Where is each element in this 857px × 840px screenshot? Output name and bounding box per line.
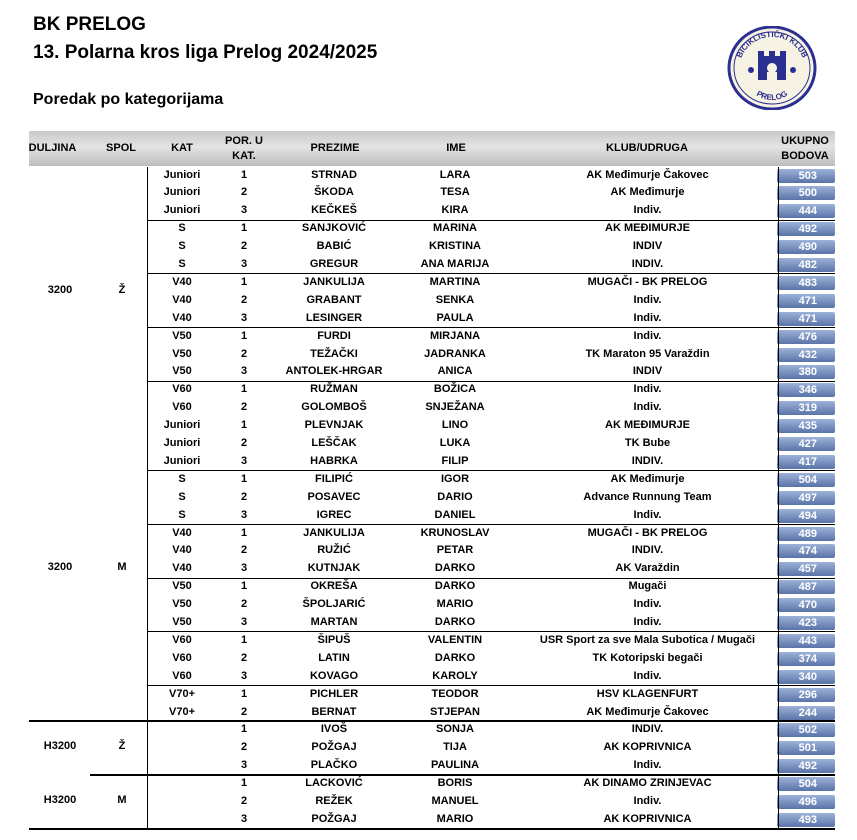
col-prezime: PREZIME [310, 142, 360, 154]
cell-kat: V40 [172, 562, 192, 575]
cell-ime: PETAR [436, 544, 474, 557]
cell-klub: Advance Runnung Team [583, 490, 712, 503]
table-row [0, 399, 857, 417]
cell-klub: TK Maraton 95 Varaždin [585, 347, 710, 360]
cell-bodovi: 432 [777, 348, 835, 362]
cell-bodovi: 504 [777, 777, 835, 791]
cell-klub: USR Sport za sve Mala Subotica / Mugači [539, 633, 756, 646]
table-header [29, 131, 835, 166]
cell-klub: TK Kotoripski begači [592, 651, 703, 664]
cell-prezime: RUŽMAN [310, 383, 358, 396]
cell-klub: Indiv. [633, 311, 662, 324]
cell-bodovi: 487 [777, 580, 835, 594]
cell-ime: MARTINA [429, 275, 481, 288]
table-row [0, 184, 857, 202]
cell-prezime: ŠIPUŠ [317, 633, 351, 646]
cell-prezime: POSAVEC [307, 490, 361, 503]
cell-kat: V50 [172, 329, 192, 342]
table-row [0, 614, 857, 632]
cell-prezime: ŠKODA [314, 186, 354, 199]
cell-ime: DANIEL [434, 508, 476, 521]
cell-prezime: GOLOMBOŠ [301, 401, 367, 414]
cell-kat: Juniori [163, 204, 201, 217]
cell-kat [148, 775, 216, 793]
cell-ime: TESA [440, 186, 470, 199]
cell-ime: DARIO [437, 490, 473, 503]
cell-por: 3 [240, 311, 248, 324]
cell-klub: AK MEĐIMURJE [605, 222, 690, 235]
cell-kat: S [178, 490, 186, 503]
category-divider [148, 220, 835, 221]
cell-klub: AK Međimurje Čakovec [586, 705, 709, 718]
cell-klub: INDIV. [631, 258, 664, 270]
group-duljina: H3200 [43, 793, 77, 806]
group-spol: M [117, 561, 127, 574]
cell-bodovi: 500 [777, 186, 835, 200]
cell-klub: AK Varaždin [615, 562, 680, 575]
table-row [0, 596, 857, 614]
cell-kat [148, 793, 216, 811]
cell-kat: V40 [172, 311, 192, 324]
cell-kat: Juniori [163, 437, 201, 449]
cell-bodovi: 423 [777, 616, 835, 630]
cell-por: 1 [240, 723, 248, 736]
cell-prezime: BERNAT [311, 705, 357, 718]
cell-prezime: KOVAGO [309, 669, 359, 682]
cell-kat: Juniori [163, 419, 201, 432]
category-divider [148, 327, 835, 328]
cell-prezime: FILIPIĆ [315, 472, 353, 485]
cell-bodovi: 296 [777, 688, 835, 702]
cell-klub: Indiv. [633, 598, 662, 611]
cell-kat: S [178, 258, 186, 270]
cell-prezime: REŽEK [315, 795, 353, 807]
cell-ime: MIRJANA [429, 329, 481, 342]
table-row [0, 542, 857, 560]
cell-ime: JADRANKA [424, 347, 486, 360]
cell-prezime: IVOŠ [320, 723, 348, 736]
table-row [0, 238, 857, 256]
cell-klub: Indiv. [633, 293, 662, 306]
cell-kat: V50 [172, 616, 192, 628]
cell-por: 1 [240, 526, 248, 539]
cell-ime: ANA MARIJA [420, 258, 490, 270]
cell-por: 2 [240, 651, 248, 664]
cell-klub: Indiv. [633, 383, 662, 396]
cell-kat: V50 [172, 365, 192, 378]
cell-por: 2 [240, 401, 248, 414]
cell-klub: INDIV [632, 365, 663, 378]
cell-bodovi: 346 [777, 383, 835, 397]
cell-por: 2 [240, 598, 248, 611]
col-duljina: DULJINA [28, 142, 77, 154]
cell-bodovi: 471 [777, 294, 835, 308]
cell-klub: TK Bube [624, 437, 671, 449]
cell-klub: INDIV. [631, 723, 664, 736]
cell-kat: V70+ [169, 687, 195, 700]
cell-por: 1 [240, 419, 248, 432]
cell-kat: Juniori [163, 454, 201, 467]
cell-por: 3 [240, 258, 248, 270]
cell-ime: LINO [441, 419, 469, 432]
cell-bodovi: 444 [777, 204, 835, 218]
table-row [0, 650, 857, 668]
cell-bodovi: 476 [777, 330, 835, 344]
cell-kat: V50 [172, 347, 192, 360]
logo-text-bottom: PRELOG [755, 89, 789, 103]
table-row [0, 435, 857, 453]
cell-ime: VALENTIN [427, 633, 483, 646]
cell-ime: MARIO [436, 598, 474, 611]
table-row [0, 489, 857, 507]
cell-kat: S [178, 472, 186, 485]
cell-por: 1 [240, 222, 248, 235]
cell-bodovi: 443 [777, 634, 835, 648]
cell-prezime: JANKULIJA [303, 526, 365, 539]
table-row [0, 721, 857, 739]
cell-por: 1 [240, 275, 248, 288]
cell-por: 2 [240, 437, 248, 449]
cell-kat: S [178, 508, 186, 521]
cell-por: 2 [240, 347, 248, 360]
cell-prezime: JANKULIJA [303, 275, 365, 288]
cell-prezime: SANJKOVIĆ [301, 222, 367, 235]
cell-ime: FILIP [441, 454, 469, 467]
cell-ime: PAULA [436, 311, 474, 324]
cell-kat: V60 [172, 383, 192, 396]
cell-por: 3 [240, 562, 248, 575]
cell-prezime: KEČKEŠ [311, 204, 357, 217]
table-row [0, 167, 857, 185]
col-bod-line2: BODOVA [781, 149, 829, 162]
cell-ime: TIJA [443, 741, 467, 754]
col-bodovi [775, 131, 835, 166]
cell-por: 3 [240, 454, 248, 467]
cell-klub: HSV KLAGENFURT [596, 687, 699, 700]
cell-klub: INDIV [632, 240, 663, 253]
col-spol: SPOL [106, 142, 136, 154]
cell-bodovi: 490 [777, 240, 835, 254]
cell-bodovi: 319 [777, 401, 835, 415]
cell-ime: STJEPAN [430, 705, 480, 718]
cell-bodovi: 374 [777, 652, 835, 666]
cell-ime: TEODOR [431, 687, 479, 700]
cell-prezime: STRNAD [311, 168, 357, 181]
cell-prezime: TEŽAČKI [310, 347, 358, 360]
cell-por: 2 [240, 240, 248, 253]
table-row [0, 507, 857, 525]
column-divider [778, 167, 779, 829]
cell-bodovi: 340 [777, 670, 835, 684]
cell-prezime: POŽGAJ [311, 812, 357, 825]
cell-klub: Indiv. [633, 508, 662, 521]
cell-kat: S [178, 240, 186, 253]
cell-por: 3 [240, 812, 248, 825]
table-row [0, 363, 857, 381]
cell-ime: KRUNOSLAV [420, 526, 490, 539]
cell-kat: V70+ [169, 705, 195, 718]
cell-klub: Indiv. [633, 329, 662, 342]
column-divider [147, 167, 148, 829]
cell-ime: SONJA [436, 723, 474, 736]
cell-ime: KRISTINA [429, 240, 481, 253]
cell-bodovi: 496 [777, 795, 835, 809]
cell-prezime: MARTAN [310, 616, 358, 628]
cell-kat: Juniori [163, 186, 201, 199]
cell-por: 3 [240, 669, 248, 682]
cell-ime: KIRA [441, 204, 469, 217]
cell-por: 2 [240, 293, 248, 306]
col-por-line2: KAT. [232, 149, 256, 162]
cell-por: 1 [240, 777, 248, 790]
category-divider [148, 631, 835, 632]
event-title: 13. Polarna kros liga Prelog 2024/2025 [33, 42, 378, 63]
table-row [0, 471, 857, 489]
category-divider [148, 578, 835, 579]
cell-por: 3 [240, 616, 248, 628]
cell-bodovi: 380 [777, 365, 835, 379]
cell-bodovi: 427 [777, 437, 835, 451]
cell-bodovi: 489 [777, 527, 835, 541]
cell-ime: DARKO [434, 616, 476, 628]
cell-kat: V40 [172, 526, 192, 539]
cell-prezime: PLEVNJAK [304, 419, 364, 432]
group-duljina: 3200 [47, 283, 73, 296]
cell-bodovi: 492 [777, 222, 835, 236]
cell-ime: DARKO [434, 651, 476, 664]
cell-prezime: ŠPOLJARIĆ [302, 598, 366, 611]
cell-bodovi: 493 [777, 813, 835, 827]
table-row [0, 632, 857, 650]
cell-kat: V50 [172, 598, 192, 611]
col-klub: KLUB/UDRUGA [606, 142, 688, 154]
cell-prezime: LACKOVIĆ [305, 777, 363, 790]
cell-prezime: GRABANT [306, 293, 362, 306]
cell-ime: MARIO [436, 812, 474, 825]
group-spol: Ž [118, 283, 126, 296]
cell-prezime: OKREŠA [310, 580, 358, 593]
cell-kat [148, 811, 216, 829]
group-divider [29, 720, 835, 722]
cell-por: 3 [240, 508, 248, 521]
cell-kat [148, 739, 216, 757]
cell-por: 2 [240, 544, 248, 557]
table-row [0, 704, 857, 722]
group-divider [90, 774, 835, 776]
cell-kat: V60 [172, 401, 192, 414]
cell-klub: AK Međimurje [610, 472, 685, 485]
cell-prezime: POŽGAJ [311, 741, 357, 754]
cell-por: 1 [240, 633, 248, 646]
cell-por: 1 [240, 472, 248, 485]
cell-klub: Indiv. [633, 616, 662, 628]
table-row [0, 578, 857, 596]
table-row [0, 220, 857, 238]
cell-ime: MARINA [433, 222, 477, 235]
table-row [0, 346, 857, 364]
group-duljina: 3200 [47, 561, 73, 574]
cell-prezime: LESINGER [305, 311, 363, 324]
cell-bodovi: 502 [777, 723, 835, 737]
cell-klub: AK Međimurje [610, 186, 685, 199]
cell-klub: AK MEĐIMURJE [605, 419, 690, 432]
col-bod-line1: UKUPNO [781, 134, 829, 147]
cell-ime: LUKA [439, 437, 471, 449]
cell-prezime: FURDI [317, 329, 351, 342]
cell-ime: DARKO [434, 562, 476, 575]
cell-por: 2 [240, 741, 248, 754]
category-divider [148, 470, 835, 471]
cell-klub: INDIV. [631, 544, 664, 557]
cell-klub: AK KOPRIVNICA [603, 812, 692, 825]
cell-bodovi: 503 [777, 169, 835, 183]
cell-bodovi: 501 [777, 741, 835, 755]
cell-bodovi: 244 [777, 706, 835, 720]
cell-por: 3 [240, 204, 248, 217]
cell-prezime: BABIĆ [316, 240, 352, 253]
group-duljina: H3200 [43, 740, 77, 753]
table-row [0, 811, 857, 829]
cell-klub: INDIV. [631, 454, 664, 467]
cell-ime: PAULINA [430, 759, 480, 772]
cell-ime: LARA [439, 168, 471, 181]
cell-por: 1 [240, 687, 248, 700]
cell-bodovi: 482 [777, 258, 835, 272]
category-divider [148, 381, 835, 382]
cell-prezime: GREGUR [309, 258, 359, 270]
cell-por: 3 [240, 759, 248, 772]
cell-por: 2 [240, 186, 248, 199]
table-row [0, 256, 857, 274]
cell-bodovi: 492 [777, 759, 835, 773]
cell-por: 3 [240, 365, 248, 378]
cell-ime: ANICA [437, 365, 473, 378]
col-por [214, 131, 274, 166]
category-divider [148, 685, 835, 686]
cell-ime: MANUEL [431, 795, 479, 807]
cell-klub: AK KOPRIVNICA [603, 741, 692, 754]
table-row [0, 775, 857, 793]
table-row [0, 202, 857, 220]
table-row [0, 525, 857, 543]
table-row [0, 757, 857, 775]
table-row [0, 381, 857, 399]
cell-por: 1 [240, 168, 248, 181]
cell-prezime: ANTOLEK-HRGAR [285, 365, 383, 378]
cell-klub: Mugači [628, 580, 667, 593]
cell-kat [148, 757, 216, 775]
cell-ime: DARKO [434, 580, 476, 593]
category-divider [148, 273, 835, 274]
page-subtitle: Poredak po kategorijama [33, 91, 224, 108]
logo-text-top: BICIKLISTIČKI KLUB [734, 29, 810, 60]
cell-ime: BORIS [437, 777, 473, 790]
cell-bodovi: 483 [777, 276, 835, 290]
cell-prezime: IGREC [316, 508, 352, 521]
cell-prezime: LEŠČAK [311, 437, 357, 449]
group-spol: Ž [118, 740, 126, 753]
table-row [0, 328, 857, 346]
cell-klub: MUGAČI - BK PRELOG [587, 526, 708, 539]
cell-prezime: PLAČKO [310, 759, 358, 772]
cell-bodovi: 504 [777, 473, 835, 487]
cell-bodovi: 457 [777, 562, 835, 576]
cell-klub: AK Međimurje Čakovec [586, 168, 709, 181]
cell-kat: V40 [172, 275, 192, 288]
col-kat: KAT [171, 142, 193, 154]
cell-por: 1 [240, 580, 248, 593]
category-divider [148, 524, 835, 525]
group-spol: M [117, 793, 127, 806]
cell-bodovi: 474 [777, 544, 835, 558]
cell-kat: Juniori [163, 168, 201, 181]
cell-prezime: HABRKA [310, 454, 358, 467]
cell-bodovi: 494 [777, 509, 835, 523]
col-por-line1: POR. U [225, 134, 263, 147]
cell-ime: SENKA [435, 293, 475, 306]
cell-ime: SNJEŽANA [425, 401, 485, 414]
table-row [0, 668, 857, 686]
cell-klub: Indiv. [633, 759, 662, 772]
cell-klub: MUGAČI - BK PRELOG [587, 275, 708, 288]
cell-bodovi: 497 [777, 491, 835, 505]
cell-por: 1 [240, 329, 248, 342]
cell-kat: V60 [172, 651, 192, 664]
cell-bodovi: 417 [777, 455, 835, 469]
cell-prezime: KUTNJAK [307, 562, 361, 575]
club-logo-icon [727, 26, 817, 110]
cell-kat: V40 [172, 293, 192, 306]
cell-kat [148, 721, 216, 739]
cell-klub: Indiv. [633, 204, 662, 217]
cell-ime: KAROLY [432, 669, 478, 682]
cell-por: 2 [240, 705, 248, 718]
table-row [0, 310, 857, 328]
cell-kat: V60 [172, 669, 192, 682]
cell-klub: Indiv. [633, 401, 662, 414]
cell-bodovi: 471 [777, 312, 835, 326]
cell-por: 1 [240, 383, 248, 396]
table-bottom-border [29, 828, 835, 830]
cell-kat: V60 [172, 633, 192, 646]
cell-por: 2 [240, 490, 248, 503]
cell-bodovi: 470 [777, 598, 835, 612]
cell-bodovi: 435 [777, 419, 835, 433]
cell-kat: V50 [172, 580, 192, 593]
cell-prezime: RUŽIĆ [317, 544, 351, 557]
org-title: BK PRELOG [33, 14, 146, 35]
cell-kat: S [178, 222, 186, 235]
table-row [0, 686, 857, 704]
cell-ime: IGOR [440, 472, 470, 485]
cell-ime: BOŽICA [433, 383, 477, 396]
cell-prezime: PICHLER [309, 687, 359, 700]
cell-klub: Indiv. [633, 795, 662, 807]
cell-klub: Indiv. [633, 669, 662, 682]
cell-prezime: LATIN [318, 651, 350, 664]
table-row [0, 453, 857, 471]
cell-por: 2 [240, 795, 248, 807]
cell-kat: V40 [172, 544, 192, 557]
col-ime: IME [446, 142, 466, 154]
cell-klub: AK DINAMO ZRINJEVAC [583, 777, 712, 790]
table-row [0, 417, 857, 435]
